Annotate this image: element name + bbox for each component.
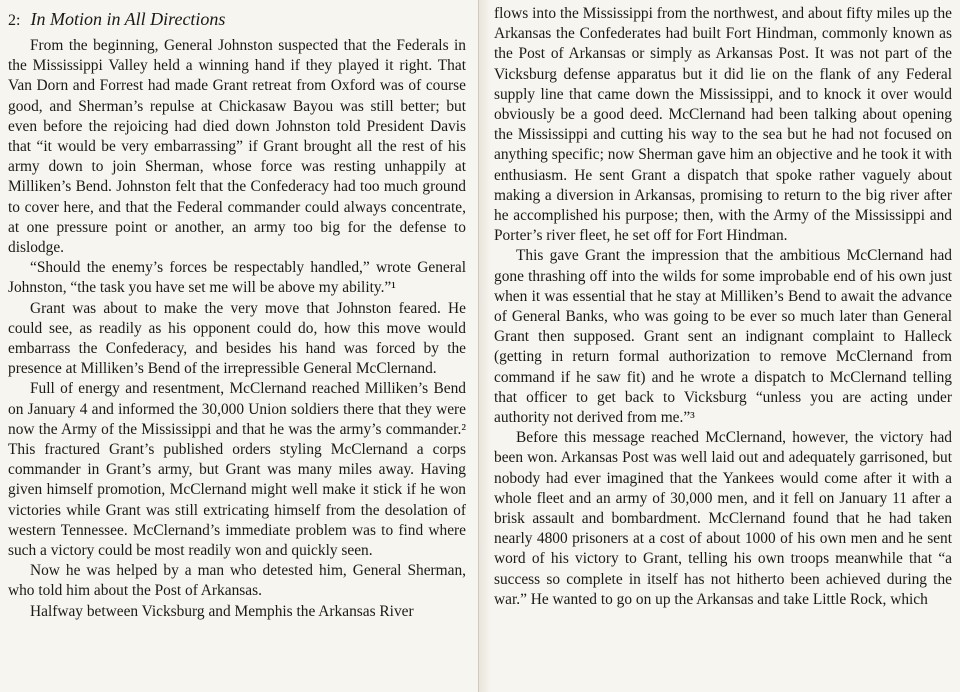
paragraph: Full of energy and resentment, McClernand reached Milliken’s Bend on January 4 and informed the 30,000 Union soldiers there that they were now the Army of the Mississippi and that he was the army’s commander.² This fractured Grant’s published orders styling McClernand a corps commander in Grant’s army, but Grant was many miles away. Having given himself promotion, McClernand might well make it stick if he won victories while Grant was still extricating himself from the desolation of western Tennessee. McClernand’s immediate problem was to find where such a victory could be most readily won and quickly seen. xyxy=(8,380,466,560)
paragraph: “Should the enemy’s forces be respectably handled,” wrote General Johnston, “the task you have set me will be above my ability.”¹ xyxy=(8,259,466,297)
right-page xyxy=(494,0,960,692)
running-title: In Motion in All Directions xyxy=(30,9,226,29)
page-number: 2: xyxy=(8,12,21,29)
running-head xyxy=(8,6,466,34)
paragraph: This gave Grant the impression that the ambitious McClernand had gone thrashing off into the wilds for some improbable end of his own just when it was essential that he stay at Milliken’s Bend to await the advance of General Banks, who was going to be ever so much later than General Grant then supposed. Grant sent an indignant complaint to Halleck (getting in return formal authorization to remove McClernand from command if he saw fit) and he wrote a dispatch to McClernand telling that officer to get back to Vicksburg “unless you are acting under authority not derived from me.”³ xyxy=(494,247,952,427)
paragraph: Grant was about to make the very move that Johnston feared. He could see, as readily as his opponent could do, how this move would embarrass the Confederacy, and besides his hand was forced by the presence at Milliken’s Bend of the irrepressible General McClernand. xyxy=(8,299,466,378)
paragraph: From the beginning, General Johnston suspected that the Federals in the Mississippi Valley held a winning hand if they played it right. That Van Dorn and Forrest had made Grant retreat from Oxford was of course good, and Sherman’s repulse at Chickasaw Bayou was still better; but even before the rejoicing had died down Johnston told President Davis that “it would be very embarrassing” if Grant brought all the rest of his army down to join Sherman, whose force was resting unhappily at Milliken’s Bend. Johnston felt that the Confederacy had too much ground to cover here, and that the Federal commander could always concentrate, at one pressure point or another, an army too big for the defense to dislodge. xyxy=(8,37,466,257)
paragraph: Halfway between Vicksburg and Memphis the Arkansas River xyxy=(30,602,414,620)
paragraph: Before this message reached McClernand, however, the victory had been won. Arkansas Post was well laid out and adequately garrisoned, but nobody had ever imagined that the Yankees would come after it with a whole fleet and an army of 30,000 men, and it fell on January 11 after a brisk assault and bombardment. McClernand found that he had taken nearly 4800 prisoners at a cost of about 1000 of his own men and he sent word of his victory to Grant, telling his own troops meanwhile that “a success so complete in itself has not hitherto been achieved during the war.” He wanted to go on up the Arkansas and take Little Rock, which xyxy=(494,429,952,608)
left-page xyxy=(0,0,472,692)
paragraph-continued: flows into the Mississippi from the northwest, and about fifty miles up the Arkansas the Confederates had built Fort Hindman, commonly known as the Post of Arkansas or simply as Arkansas Post. It was not part of the Vicksburg defense apparatus but it did lie on the flank of any Federal supply line that came down the Mississippi, and to knock it over would obviously be a good deed. McClernand had been talking about opening the Mississippi and cutting his way to the sea but he had not focused on anything specific; now Sherman gave him an objective and he took it with enthusiasm. He sent Grant a dispatch that spoke rather vaguely about making a diversion in Arkansas, promising to return to the big river after he accomplished his purpose; then, with the Army of the Mississippi and Porter’s river fleet, he set off for Fort Hindman. xyxy=(494,5,952,245)
page-gutter xyxy=(478,0,491,692)
paragraph: Now he was helped by a man who detested him, General Sherman, who told him about the Post of Arkansas. xyxy=(8,562,466,600)
